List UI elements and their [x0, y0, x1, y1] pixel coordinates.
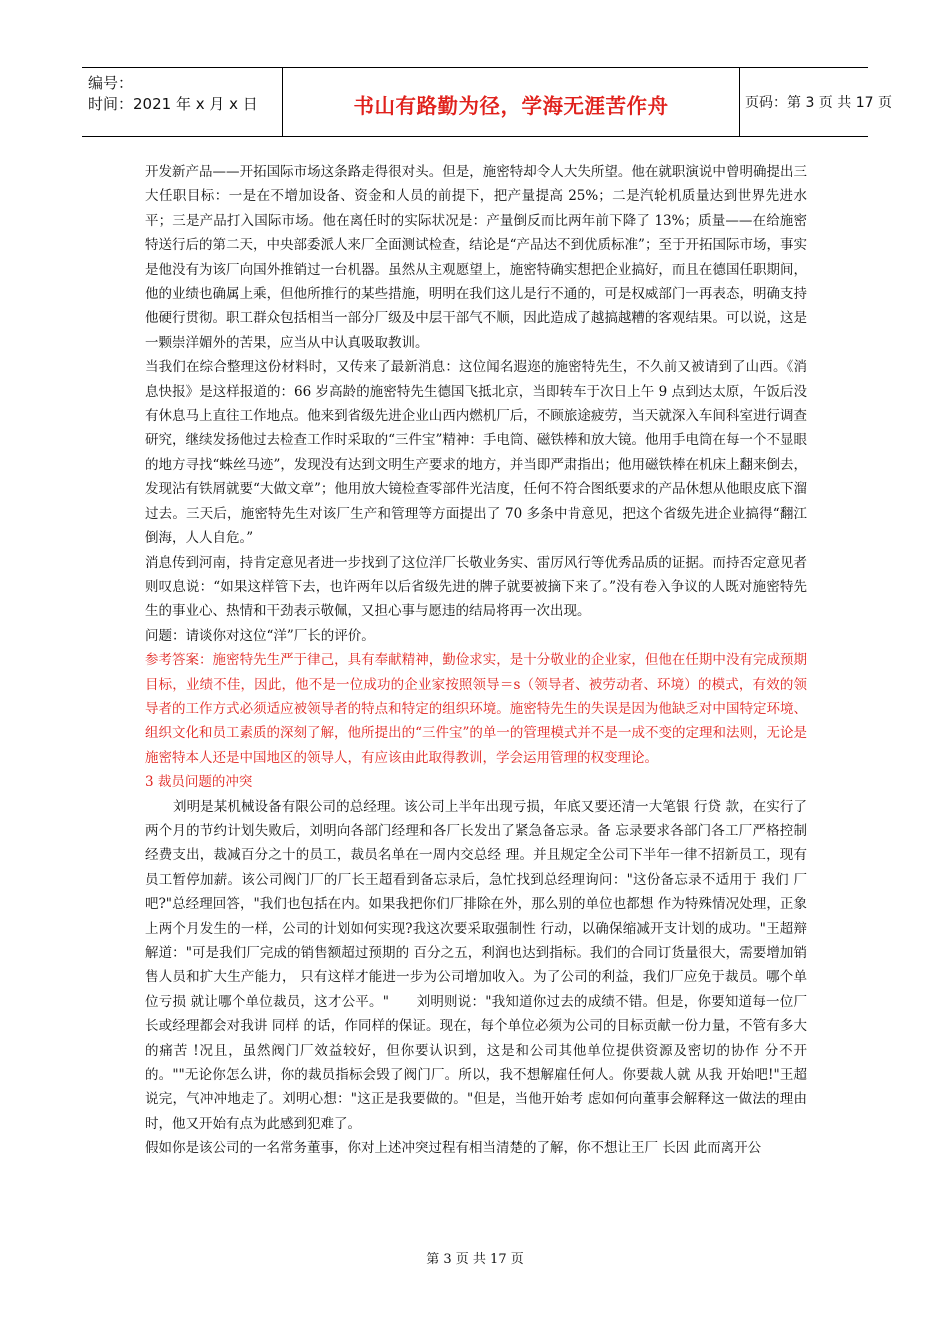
case-paragraph: 刘明是某机械设备有限公司的总经理。该公司上半年出现亏损，年底又要还清一大笔银 行贷 款，在实行了两个月的节约计划失败后，刘明向各部门经理和各厂长发出了紧急备忘录。备 忘录要求各部门各工厂严格控制经费支出，裁减百分之十的员工，裁员名单在一周内交总经 理。并且规定全公司下半年一律不招新员工，现有员工暂停加薪。该公司阀门厂的厂长王超看到备忘录后，急忙找到总经理询问："这份备忘录不适用于 我们 厂吧?"总经理回答，"我们也包括在内。如果我把你们厂排除在外，那么别的单位也都想 作为特殊情况处理，正象上两个月发生的一样，公司的计划如何实现?我这次要采取强制性 行动，以确保缩减开支计划的成功。"王超辩解道："可是我们厂完成的销售额超过预期的 百分之五，利润也达到指标。我们的合同订货量很大，需要增加销售人员和扩大生产能力， 只有这样才能进一步为公司增加收入。为了公司的利益，我们厂应免于裁员。哪个单位亏损 就让哪个单位裁员，这才公平。" 刘明则说："我知道你过去的成绩不错。但是，你要知道每一位厂长或经理都会对我讲 同样 的话，作同样的保证。现在，每个单位必须为公司的目标贡献一份力量，不管有多大的痛苦 !况且，虽然阀门厂效益较好，但你要认识到，这是和公司其他单位提供资源及密切的协作 分不开的。""无论你怎么讲，你的裁员指标会毁了阀门厂。所以，我不想解雇任何人。你要裁人就 从我 开始吧!"王超说完，气冲冲地走了。刘明心想："这正是我要做的。"但是，当他开始考 虑如何向董事会解释这一做法的理由时，他又开始有点为此感到犯难了。 — [145, 798, 807, 1132]
header-motto-cell — [282, 68, 740, 136]
motto-text: 书山有路勤为径，学海无涯苦作舟 — [353, 94, 669, 118]
header-page-cell — [739, 68, 892, 136]
header-info-cell — [82, 68, 282, 136]
reference-answer: 参考答案：施密特先生严于律己，具有奉献精神，勤俭求实，是十分敬业的企业家，但他在任期中没有完成预期目标，业绩不佳，因此，他不是一位成功的企业家按照领导＝s（领导者、被劳动者、环境）的模式，有效的领导者的工作方式必须适应被领导者的特点和特定的组织环境。施密特先生的失误是因为他缺乏对中国特定环境、组织文化和员工素质的深刻了解，他所提出的“三件宝”的单一的管理模式并不是一成不变的定理和法则，无论是施密特本人还是中国地区的领导人，有应该由此取得教训，学会运用管理的权变理论。 — [145, 652, 807, 766]
body-paragraph: 当我们在综合整理这份材料时，又传来了最新消息：这位闻名遐迩的施密特先生，不久前又被请到了山西。《消息快报》是这样报道的：66 岁高龄的施密特先生德国飞抵北京，当即转车于次日上午 9 点到达太原，午饭后没有休息马上直往工作地点。他来到省级先进企业山西内燃机厂后，不顾旅途疲劳，当天就深入车间科室进行调查研究，继续发扬他过去检查工作时采取的“三件宝”精神：手电筒、磁铁棒和放大镜。他用手电筒在每一个不显眼的地方寻找“蛛丝马迹”，发现没有达到文明生产要求的地方，并当即严肃指出；他用磁铁棒在机床上翻来倒去，发现沾有铁屑就要“大做文章”；他用放大镜检查零部件光洁度，任何不符合图纸要求的产品休想从他眼皮底下溜过去。三天后，施密特先生对该厂生产和管理等方面提出了 70 多条中肯意见，把这个省级先进企业搞得“翻江倒海，人人自危。” — [145, 359, 807, 547]
body-paragraph: 假如你是该公司的一名常务董事，你对上述冲突过程有相当清楚的了解，你不想让王厂 长因 此而离开公 — [145, 1140, 762, 1157]
body-paragraph: 消息传到河南，持肯定意见者进一步找到了这位洋厂长敬业务实、雷厉风行等优秀品质的证据。而持否定意见者则叹息说：“如果这样管下去，也许两年以后省级先进的牌子就要被摘下来了。”没有卷入争议的人既对施密特先生的事业心、热情和干劲表示敬佩，又担心事与愿违的结局将再一次出现。 — [145, 554, 807, 620]
header-page-number: 页码：第 3 页 共 17 页 — [745, 95, 892, 111]
document-header — [82, 67, 892, 137]
document-number-label: 编号： — [88, 74, 134, 92]
section-heading: 3 裁员问题的冲突 — [145, 774, 253, 791]
document-date-label: 时间：2021 年 x 月 x 日 — [88, 95, 258, 113]
body-paragraph: 开发新产品——开拓国际市场这条路走得很对头。但是，施密特却令人大失所望。他在就职演说中曾明确提出三大任职目标：一是在不增加设备、资金和人员的前提下，把产量提高 25%；二是汽轮机质量达到世界先进水平；三是产品打入国际市场。他在离任时的实际状况是：产量倒反而比两年前下降了 13%；质量——在给施密特送行后的第二天，中央部委派人来厂全面测试检查，结论是“产品达不到优质标准”；至于开拓国际市场，事实是他没有为该厂向国外推销过一台机器。虽然从主观愿望上，施密特确实想把企业搞好，而且在德国任职期间，他的业绩也确属上乘，但他所推行的某些措施，明明在我们这儿是行不通的，可是权威部门一再表态，明确支持他硬行贯彻。职工群众包括相当一部分厂级及中层干部气不顺，因此造成了越搞越糟的客观结果。可以说，这是一颗崇洋媚外的苦果，应当从中认真吸取教训。 — [145, 164, 807, 351]
question-text: 问题：请谈你对这位“洋”厂长的评价。 — [145, 627, 375, 644]
page-footer: 第 3 页 共 17 页 — [426, 1252, 524, 1267]
document-body — [145, 160, 807, 1161]
